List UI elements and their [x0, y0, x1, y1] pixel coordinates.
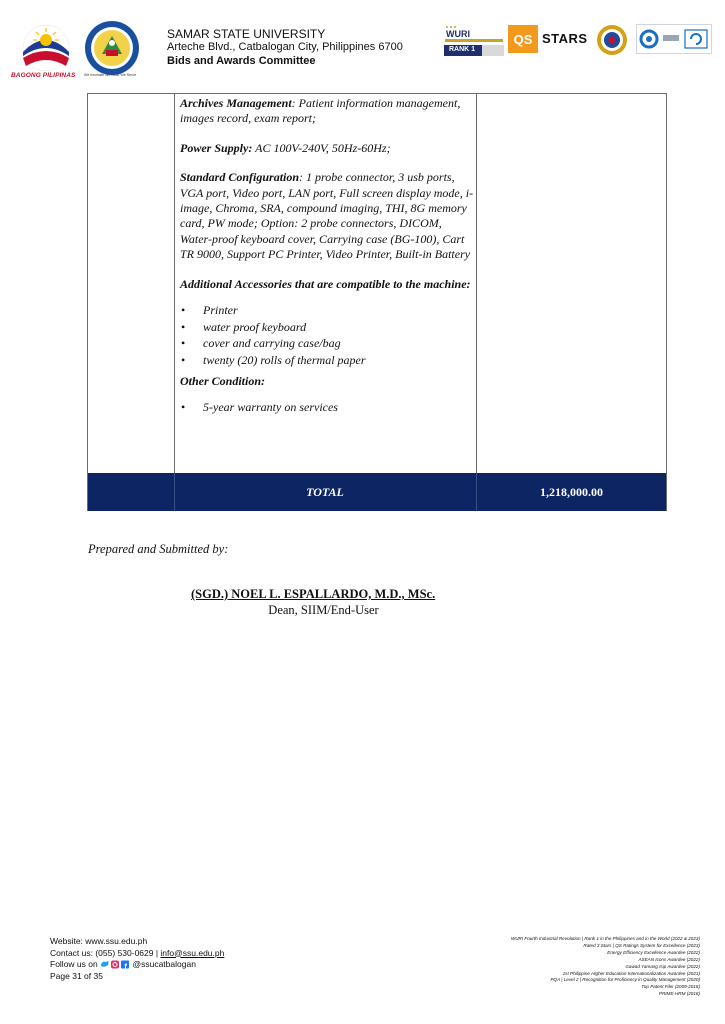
column-divider-right — [476, 94, 477, 473]
qs-logo: QS — [508, 25, 538, 53]
footer-website: Website: www.ssu.edu.ph — [50, 936, 148, 946]
social-media-icons[interactable] — [100, 960, 130, 969]
iso-certification-box — [636, 24, 712, 54]
standard-configuration-spec — [180, 170, 474, 262]
archives-text: : Patient information management, images record, exam report; — [180, 96, 461, 126]
page-number: Page 31 of 35 — [50, 970, 103, 981]
footer-email-link[interactable]: info@ssu.edu.ph — [160, 947, 225, 958]
prepared-by-label: Prepared and Submitted by: — [88, 542, 229, 556]
column-divider-left — [174, 94, 175, 473]
config-text: : 1 probe connector, 3 usb ports, VGA port, Video port, LAN port, Full screen display mode, i-image, Chroma, SRA, compound imaging, THI, 8G memory card, PW mode; Option: 2 probe connectors, DICOM, Water-proof keyboard cover, Carrying case (BG-100), Cart TR 9000, Support PC Printer, Video Printer, Built-in Battery — [180, 170, 474, 262]
specification-table — [87, 93, 667, 511]
iso-logos-icon — [637, 25, 713, 55]
power-text: AC 100V-240V, 50Hz-60Hz; — [252, 140, 391, 155]
total-amount: 1,218,000.00 — [540, 484, 603, 499]
award-line: Energy Efficiency Excellence Awardee (2022) — [607, 949, 700, 955]
award-line: Gawad Yamang Isip Awardee (2022) — [625, 963, 700, 969]
specification-cell — [180, 96, 474, 422]
wuri-rank: RANK 1 — [449, 46, 476, 53]
wuri-badge — [444, 25, 504, 57]
other-condition-list — [180, 399, 474, 416]
config-label: Standard Configuration — [180, 170, 300, 185]
qs-stars-label: STARS — [542, 31, 588, 46]
award-line: PRIME-HRM (2018) — [658, 991, 700, 997]
archives-management-spec — [180, 96, 474, 127]
accessories-list — [180, 302, 474, 368]
university-address: Arteche Blvd., Catbalogan City, Philippines 6700 — [167, 41, 403, 53]
signatory-title: Dean, SIIM/End-User — [268, 603, 379, 617]
signatory-name: (SGD.) NOEL L. ESPALLARDO, M.D., MSc. — [191, 587, 436, 601]
social-handle: @ssucatbalogan — [132, 959, 196, 969]
wuri-text: WURI — [446, 29, 470, 39]
award-seal-icon — [596, 24, 628, 56]
letterhead — [0, 0, 725, 86]
list-item: • Printer — [180, 302, 474, 319]
other-condition-heading: Other Condition: — [180, 374, 266, 389]
list-item: • water proof keyboard — [180, 319, 474, 336]
award-line: 1st Philippine Higher Education Internationalization Awardee (2021) — [562, 970, 700, 976]
power-label: Power Supply: — [180, 140, 253, 155]
footer-awards-list — [511, 936, 700, 998]
footer-contact-line: Contact us: (055) 530-0629 | info@ssu.edu.ph — [50, 947, 225, 958]
bagong-pilipinas-label: BAGONG PILIPINAS — [11, 72, 76, 79]
instagram-icon — [111, 961, 119, 969]
accessories-heading: Additional Accessories that are compatible to the machine: — [180, 276, 471, 291]
archives-label: Archives Management — [180, 96, 292, 110]
list-item: • 5-year warranty on services — [180, 399, 474, 416]
footer-follow-line: Follow us on @ssucatbalogan — [50, 959, 196, 969]
total-label: TOTAL — [306, 484, 344, 499]
total-row — [88, 473, 666, 511]
ssu-seal-icon — [84, 20, 140, 76]
award-line: Rated 3 Stars | QS Ratings System for Excellence (2023) — [583, 942, 700, 948]
power-supply-spec — [180, 141, 474, 156]
footer-contact — [50, 936, 224, 982]
list-item: • cover and carrying case/bag — [180, 335, 474, 352]
list-item: • twenty (20) rolls of thermal paper — [180, 352, 474, 369]
university-name: SAMAR STATE UNIVERSITY — [167, 27, 326, 41]
award-line: PQA | Level 2 | Recognition for Proficiency in Quality Management (2020) — [550, 977, 700, 983]
award-line: ASEAN Icons Awardee (2022) — [638, 956, 700, 962]
ssu-motto: We Innovate We Build We Serve — [84, 73, 137, 77]
office-name: Bids and Awards Committee — [167, 55, 316, 67]
award-line: WURI Fourth Industrial Revolution | Rank 1 in the Philippines and in the World (2022 & 2023) — [510, 936, 700, 941]
twitter-icon — [101, 961, 109, 967]
award-line: Top Patent Filer (2009-2018) — [641, 984, 700, 990]
